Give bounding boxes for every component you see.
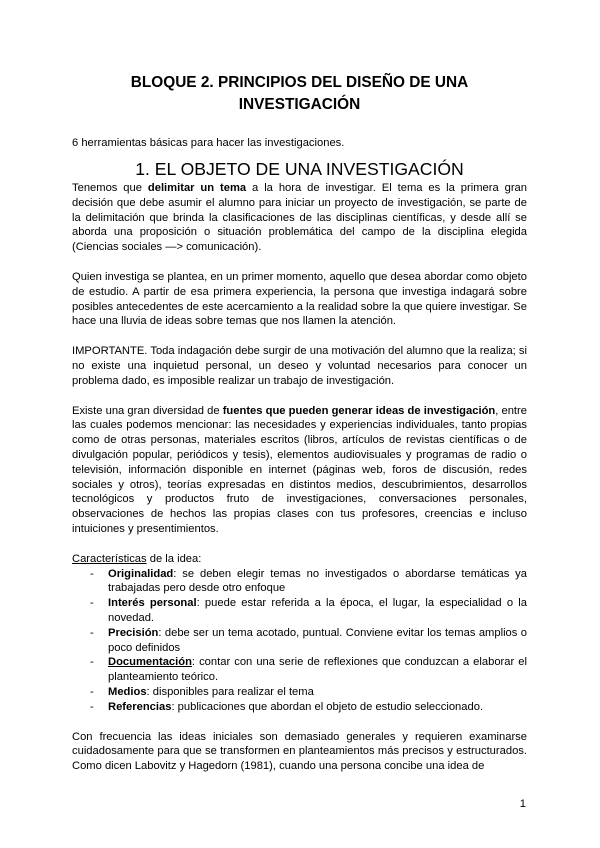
p4-before: Existe una gran diversidad de [72, 404, 223, 417]
paragraph-sources [72, 404, 527, 537]
list-item [72, 567, 527, 597]
document-title [72, 72, 527, 116]
feature-text: : debe ser un tema acotado, puntual. Conviene evitar los temas amplios o poco definidos [108, 626, 527, 654]
feature-text: : se deben elegir temas no investigados o abordarse temáticas ya trabajadas pero desde otro enfoque [108, 567, 527, 595]
dash-bullet: - [90, 685, 94, 698]
feature-text: : publicaciones que abordan el objeto de estudio seleccionado. [171, 700, 484, 713]
feature-term: Precisión [108, 626, 159, 639]
p1-after: a la hora de investigar. El tema es la primera gran decisión que debe asumir el alumno para iniciar un proyecto de investigación, se parte de la delimitación que brinda la clasificaciones de las disciplinas científicas, y desde allí se aborda una proposición o situación problemática del campo de la disciplina elegida (Ciencias sociales —> comunicación). [72, 182, 527, 254]
dash-bullet: - [90, 567, 94, 580]
list-item [72, 596, 527, 626]
section-heading: 1. EL OBJETO DE UNA INVESTIGACIÓN [135, 159, 464, 179]
features-list [72, 567, 527, 715]
list-item [72, 626, 527, 656]
p4-after: , entre las cuales podemos mencionar: las necesidades y experiencias individuales, tanto propias como de otras personas, materiales escritos (libros, artículos de revistas científicas o de divulgación popular, periódicos y tesis), elementos audiovisuales y programas de radio o televisión, información disponible en internet (páginas web, foros de discusión, redes sociales y otros), teorías expresadas en distintos medios, descubrimientos, desarrollos tecnológicos y productos fruto de investigaciones, conversaciones personales, observaciones de hechos las propias clases con tus profesores, creencias e incluso intuiciones y presentimientos. [72, 404, 527, 535]
feature-text: : disponibles para realizar el tema [146, 685, 314, 698]
dash-bullet: - [90, 700, 94, 713]
page-number: 1 [519, 798, 526, 810]
feature-term: Originalidad [108, 567, 174, 580]
dash-bullet: - [90, 656, 94, 669]
features-heading-underlined: Características [72, 552, 147, 565]
p4-bold: fuentes que pueden generar ideas de investigación [222, 404, 496, 417]
feature-text: : puede estar referida a la época, el lugar, la especialidad o la novedad. [108, 597, 528, 624]
feature-term: Documentación [108, 656, 192, 669]
title-line-1: BLOQUE 2. PRINCIPIOS DEL DISEÑO DE UNA [130, 74, 469, 91]
list-item [72, 700, 527, 715]
intro-text: 6 herramientas básicas para hacer las investigaciones. [72, 137, 345, 149]
list-item [72, 655, 527, 685]
dash-bullet: - [90, 626, 94, 639]
paragraph-first-moment: Quien investiga se plantea, en un primer momento, aquello que desea abordar como objeto de estudio. A partir de esa primera experiencia, la persona que investiga indagará sobre posibles antecedentes de este acercamiento a la realidad sobre la que quiere investigar. Se hace una lluvia de ideas sobre temas que nos llamen la atención. [72, 270, 527, 328]
features-heading-rest: de la idea: [146, 552, 202, 565]
paragraph-refinement: Con frecuencia las ideas iniciales son demasiado generales y requieren examinarse cuidadosamente para que se transformen en planteamientos más precisos y estructurados. Como dicen Labovitz y Hagedorn (1981), cuando una persona concibe una idea de [72, 730, 527, 773]
title-line-2: INVESTIGACIÓN [238, 96, 361, 113]
paragraph-topic [72, 181, 527, 255]
p1-bold: delimitar un tema [147, 182, 247, 194]
feature-text: : contar con una serie de reflexiones que conduzcan a elaborar el planteamiento teórico. [108, 656, 527, 684]
feature-term: Interés personal [108, 597, 197, 610]
list-item [72, 685, 527, 700]
p1-before: Tenemos que [72, 182, 148, 194]
feature-term: Medios [108, 685, 147, 698]
features-heading [72, 552, 527, 567]
dash-bullet: - [90, 597, 94, 610]
paragraph-important: IMPORTANTE. Toda indagación debe surgir de una motivación del alumno que la realiza; si no existe una inquietud personal, un deseo y voluntad necesarios para conocer un problema dado, es imposible realizar un trabajo de investigación. [72, 345, 527, 387]
feature-term: Referencias [108, 700, 172, 713]
page-content [72, 72, 527, 789]
